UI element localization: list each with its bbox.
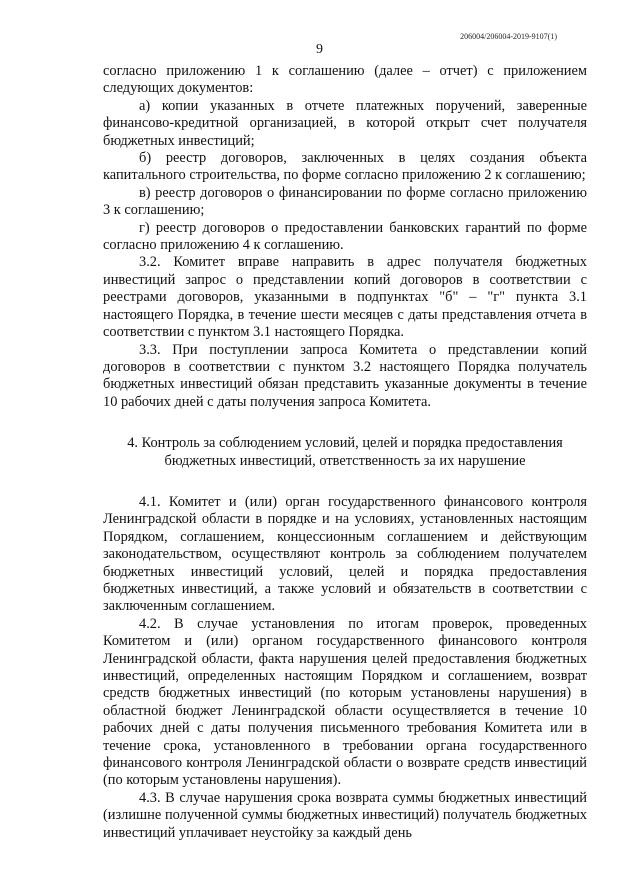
paragraph-4-1: 4.1. Комитет и (или) орган государственного финансового контроля Ленинградской области в порядке и на условиях, установленных настоящим Порядком, соглашением, концессионным соглашением и действующим законодательством, осуществляют контроль за соблюдением получателем бюджетных инвестиций условий, целей и порядка предоставления бюджетных инвестиций, а также условий и обязательств в соответствии с заключенным соглашением. [103, 493, 587, 615]
section-heading [103, 435, 587, 470]
paragraph-3-3: 3.3. При поступлении запроса Комитета о представлении копий договоров в соответствии с пунктом 3.2 настоящего Порядка получатель бюджетных инвестиций обязан представить указанные документы в течение 10 рабочих дней с даты получения запроса Комитета. [103, 341, 587, 410]
paragraph-4-2: 4.2. В случае установления по итогам проверок, проведенных Комитетом и (или) органом государственного финансового контроля Ленинградской области, факта нарушения целей предоставления бюджетных инвестиций, определенных настоящим Порядком и соглашением, возврат средств бюджетных инвестиций (по которым установлены нарушения) в областной бюджет Ленинградской области осуществляется в течение 10 рабочих дней с даты получения письменного требования Комитета или в течение срока, установленного в требовании органа государственного финансового контроля Ленинградской области о возврате средств инвестиций (по которым установлены нарушения). [103, 615, 587, 789]
paragraph-item-b: б) реестр договоров, заключенных в целях создания объекта капитального строительства, по форме согласно приложению 2 к соглашению; [103, 150, 587, 184]
section-heading-line-2: бюджетных инвестиций, ответственность за их нарушение [164, 452, 526, 469]
document-id: 206004/206004-2019-9107(1) [460, 32, 557, 41]
document-body [103, 63, 587, 842]
paragraph-continuation: согласно приложению 1 к соглашению (далее – отчет) с приложением следующих документов: [103, 63, 587, 97]
paragraph-item-a: а) копии указанных в отчете платежных поручений, заверенные финансово-кредитной организацией, в которой открыт счет получателя бюджетных инвестиций; [103, 97, 587, 149]
paragraph-item-g: г) реестр договоров о предоставлении банковских гарантий по форме согласно приложению 4 к соглашению. [103, 219, 587, 254]
paragraph-3-2: 3.2. Комитет вправе направить в адрес получателя бюджетных инвестиций запрос о представлении копий договоров в соответствии с реестрами договоров, указанными в подпунктах "б" – "г" пункта 3.1 настоящего Порядка, в течение шести месяцев с даты представления отчета в соответствии с пунктом 3.1 настоящего Порядка. [103, 254, 587, 341]
page-number: 9 [316, 42, 323, 57]
paragraph-item-v: в) реестр договоров о финансировании по форме согласно приложению 3 к соглашению; [103, 184, 587, 219]
section-heading-line-1: 4. Контроль за соблюдением условий, целей и порядка предоставления [127, 435, 563, 452]
paragraph-4-3: 4.3. В случае нарушения срока возврата суммы бюджетных инвестиций (излишне полученной суммы бюджетных инвестиций) получатель бюджетных инвестиций уплачивает неустойку за каждый день [103, 789, 587, 841]
